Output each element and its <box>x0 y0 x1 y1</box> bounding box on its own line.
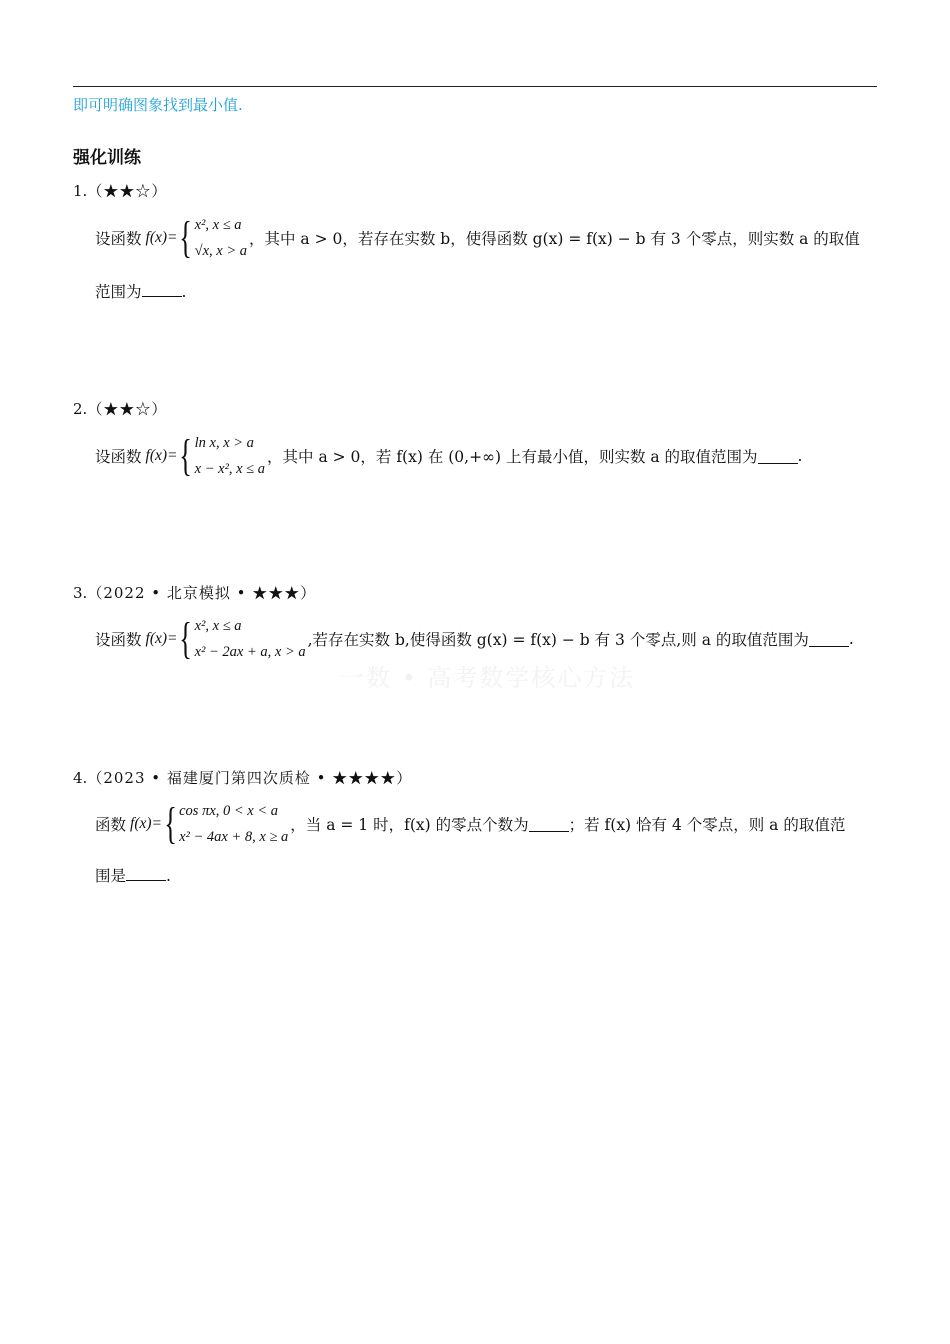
piecewise-function <box>179 430 265 482</box>
question-tag: （2023 • 福建厦门第四次质检 • ★★★★） <box>87 769 413 787</box>
answer-blank <box>809 632 849 647</box>
question-text: ，当 a = 1 时，f(x) 的零点个数为 <box>290 816 529 834</box>
question-number: 1. <box>73 182 88 200</box>
question-tag: （2022 • 北京模拟 • ★★★） <box>87 584 317 602</box>
question-text: ，其中 a > 0，若 f(x) 在 (0,+∞) 上有最小值，则实数 a 的取值范围为 <box>267 448 758 466</box>
case-2: x² − 2ax + a, x > a <box>194 644 306 660</box>
question-text: 设函数 <box>95 631 142 649</box>
function-name: f(x)= <box>145 447 178 464</box>
brace: { <box>164 799 177 848</box>
case-1: cos πx, 0 < x < a <box>179 803 279 819</box>
question-2-header <box>73 398 167 419</box>
function-name: f(x)= <box>145 630 178 647</box>
case-1: x², x ≤ a <box>194 217 242 233</box>
question-4-header <box>73 767 412 788</box>
intro-text: 即可明确图象找到最小值. <box>73 96 243 114</box>
piecewise-function <box>179 212 247 264</box>
question-4-body <box>95 798 877 850</box>
case-1: ln x, x > a <box>194 435 254 451</box>
question-3-header <box>73 582 316 603</box>
function-name: f(x)= <box>130 815 162 832</box>
question-text: 函数 <box>95 816 127 834</box>
question-text: ,若存在实数 b,使得函数 g(x) = f(x) − b 有 3 个零点,则 a 的取值范围为 <box>307 631 809 649</box>
answer-blank <box>142 282 182 297</box>
question-4-continuation: 围是 . <box>95 867 171 885</box>
question-number: 4. <box>73 769 88 787</box>
question-2-body: 设函数 f(x)= { ln x, x > a x − x², x ≤ a ，其中 a > 0，若 f(x) 在 (0,+∞) 上有最小值，则实数 a 的取值范围为 . <box>95 431 803 480</box>
case-2: √x, x > a <box>194 243 247 259</box>
question-1-body <box>95 212 877 264</box>
question-number: 2. <box>73 400 88 418</box>
question-tag: （★★☆） <box>87 400 168 418</box>
brace: { <box>179 431 193 480</box>
answer-blank <box>126 866 166 881</box>
section-title: 强化训练 <box>73 148 141 168</box>
case-1: x², x ≤ a <box>194 618 242 634</box>
question-1-continuation: 范围为 . <box>95 283 187 301</box>
case-2: x² − 4ax + 8, x ≥ a <box>179 829 289 845</box>
piecewise-function <box>179 613 305 665</box>
function-name: f(x)= <box>145 229 178 246</box>
question-text: 设函数 <box>95 448 142 466</box>
case-2: x − x², x ≤ a <box>194 461 266 477</box>
piecewise-function <box>164 798 288 850</box>
brace: { <box>179 614 193 663</box>
question-1-header <box>73 180 167 201</box>
header-rule <box>73 86 877 87</box>
question-text: ，其中 a > 0，若存在实数 b，使得函数 g(x) = f(x) − b 有 3 个零点，则实数 a 的取值 <box>248 230 860 248</box>
brace: { <box>179 213 193 262</box>
watermark: 一数 • 高考数学核心方法 <box>340 664 636 692</box>
question-3-body: 设函数 f(x)= { x², x ≤ a x² − 2ax + a, x > a ,若存在实数 b,使得函数 g(x) = f(x) − b 有 3 个零点,则 a 的取值范围为 . <box>95 614 854 663</box>
question-text: 设函数 <box>95 230 142 248</box>
answer-blank <box>758 449 798 464</box>
question-tag: （★★☆） <box>87 182 168 200</box>
question-text: ；若 f(x) 恰有 4 个零点，则 a 的取值范 <box>568 816 846 834</box>
question-number: 3. <box>73 584 88 602</box>
answer-blank <box>529 817 569 832</box>
